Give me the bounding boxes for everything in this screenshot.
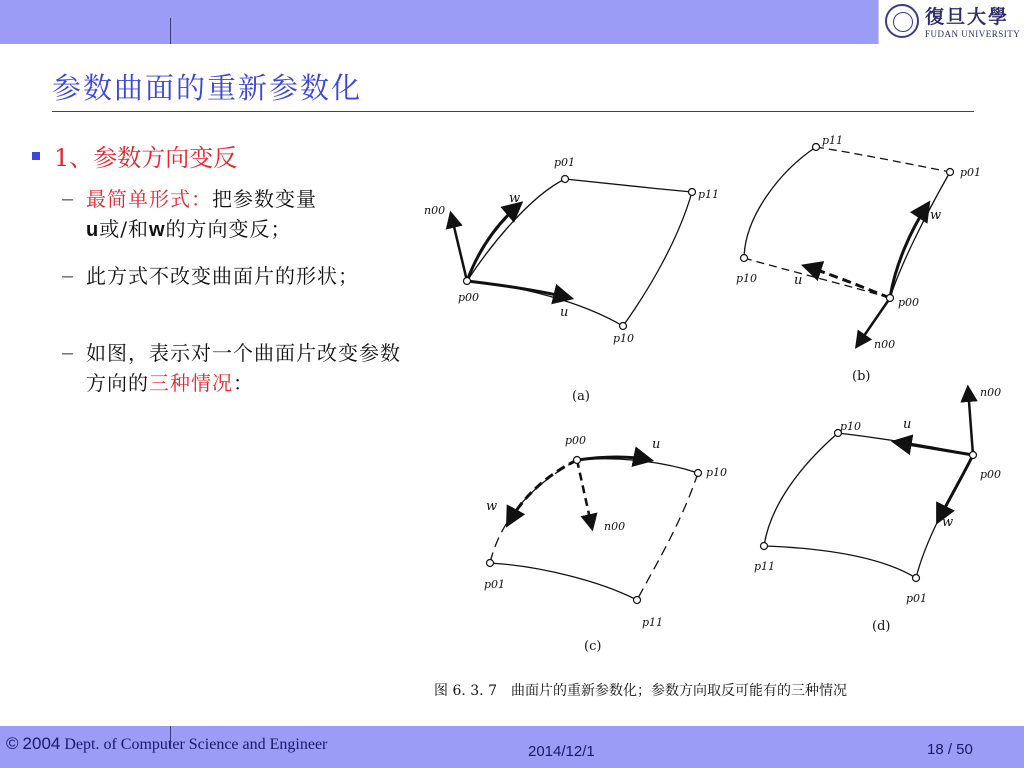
panel-d — [754, 386, 1001, 634]
dash-icon: – — [62, 265, 75, 287]
page-number: 18 / 50 — [927, 741, 973, 758]
sub-bullet-3-text: 如图，表示对一个曲面片改变参数方向的 — [86, 341, 401, 395]
panel-a-label-n00: n00 — [424, 204, 446, 217]
header-divider — [170, 18, 171, 44]
panel-a-edge-u — [467, 281, 623, 326]
panel-a-p00-point — [464, 278, 471, 285]
panel-b-edge-top — [816, 147, 950, 172]
sub-bullet-1-tail: 的方向变反； — [165, 217, 292, 241]
panel-a-edge-top — [565, 179, 692, 192]
panel-a-edge-right — [623, 192, 692, 326]
panel-a-normal-arrow — [451, 214, 467, 281]
panel-b-edge-u — [744, 258, 890, 298]
panel-a-label-w: w — [509, 191, 521, 206]
panel-a-p11-point — [689, 189, 696, 196]
panel-a-label-p11: p11 — [698, 188, 720, 201]
panel-d-edge-bottom — [764, 546, 916, 578]
slide-date: 2014/12/1 — [528, 743, 595, 760]
panel-b-p11-point — [813, 144, 820, 151]
dash-icon: – — [62, 188, 75, 210]
dash-icon: – — [62, 342, 75, 364]
university-seal-icon — [885, 4, 919, 38]
panel-b-label-p10: p10 — [736, 272, 758, 285]
panel-c-edge-right — [637, 473, 698, 600]
sub-bullet-1 — [62, 184, 412, 245]
panel-d-p00-point — [970, 452, 977, 459]
panel-b-label-n00: n00 — [874, 338, 896, 351]
header-bar — [0, 0, 1024, 44]
figure-caption: 图 6. 3. 7 曲面片的重新参数化；参数方向取反可能有的三种情况 — [434, 683, 847, 699]
sub-bullet-3-highlight: 三种情况 — [149, 371, 233, 395]
panel-b-p01-point — [947, 169, 954, 176]
sub-bullet-1-join: 或/和 — [99, 217, 149, 241]
panel-d-label-n00: n00 — [980, 386, 1002, 399]
panel-b-u-arrow — [805, 266, 890, 298]
footer-bar — [0, 726, 1024, 768]
title-divider — [52, 111, 974, 112]
panel-c-p00-point — [574, 457, 581, 464]
copyright — [6, 734, 327, 754]
panel-c-p01-point — [487, 560, 494, 567]
panel-b-edge-left — [744, 147, 816, 258]
panel-b-label-p01: p01 — [960, 166, 982, 179]
panel-c-label-p01: p01 — [484, 578, 506, 591]
panel-c-label-w: w — [486, 499, 498, 514]
panel-b-caption: (b) — [852, 369, 871, 384]
main-bullet-text: 1、参数方向变反 — [54, 144, 238, 172]
panel-b — [736, 134, 981, 384]
panel-c-edge-w — [490, 460, 577, 563]
var-u: u — [86, 219, 100, 241]
panel-b-label-p11: p11 — [822, 134, 844, 147]
reparameterization-figure — [420, 126, 1020, 711]
panel-d-label-p11: p11 — [754, 560, 776, 573]
panel-b-p10-point — [741, 255, 748, 262]
panel-c-p10-point — [695, 470, 702, 477]
panel-d-u-arrow — [895, 442, 973, 455]
slide-title: 参数曲面的重新参数化 — [52, 71, 363, 105]
sub-bullet-2 — [62, 261, 402, 291]
copyright-year: 2004 — [22, 734, 61, 753]
panel-c-w-arrow — [508, 460, 577, 524]
sub-bullet-1-text: 把参数变量 — [212, 187, 317, 211]
panel-c — [484, 434, 727, 654]
panel-d-label-p01: p01 — [906, 592, 928, 605]
logo-chinese-name: 復旦大學 — [925, 6, 1010, 28]
panel-d-w-arrow — [938, 455, 973, 521]
panel-c-caption: (c) — [584, 639, 602, 654]
bullet-square-icon — [32, 152, 40, 160]
copyright-text: Dept. of Computer Science and Engineer — [64, 736, 328, 753]
panel-b-edge-w — [890, 172, 950, 298]
sub-bullet-3-tail: ： — [233, 371, 254, 395]
main-bullet — [32, 138, 237, 173]
panel-d-label-p10: p10 — [840, 420, 862, 433]
panel-b-p00-point — [887, 295, 894, 302]
panel-a-p01-point — [562, 176, 569, 183]
panel-d-label-u: u — [903, 417, 912, 432]
panel-a-u-arrow — [467, 281, 570, 298]
panel-d-label-p00: p00 — [980, 468, 1002, 481]
panel-d-p01-point — [913, 575, 920, 582]
sub-bullet-1-highlight: 最简单形式： — [86, 187, 212, 211]
university-logo — [878, 0, 1024, 44]
sub-bullet-3 — [62, 338, 402, 398]
panel-a-label-p00: p00 — [458, 291, 480, 304]
panel-b-label-u: u — [794, 273, 803, 288]
var-w: w — [148, 219, 166, 241]
panel-c-label-u: u — [652, 437, 661, 452]
panel-c-edge-bottom — [490, 563, 637, 600]
panel-c-label-p10: p10 — [706, 466, 728, 479]
panel-c-label-p00: p00 — [565, 434, 587, 447]
panel-c-label-p11: p11 — [642, 616, 664, 629]
panel-c-normal-arrow — [577, 460, 592, 528]
logo-english-name: FUDAN UNIVERSITY — [925, 29, 1021, 39]
panel-a — [424, 156, 719, 404]
panel-b-label-w: w — [930, 208, 942, 223]
panel-d-normal-arrow — [968, 388, 973, 455]
panel-a-label-u: u — [560, 305, 569, 320]
panel-c-p11-point — [634, 597, 641, 604]
sub-bullet-2-text: 此方式不改变曲面片的形状； — [86, 264, 359, 288]
panel-b-label-p00: p00 — [898, 296, 920, 309]
panel-c-edge-u — [577, 459, 698, 473]
panel-a-label-p10: p10 — [613, 332, 635, 345]
panel-a-label-p01: p01 — [554, 156, 576, 169]
panel-a-p10-point — [620, 323, 627, 330]
panel-d-edge-left — [764, 433, 838, 546]
panel-a-caption: (a) — [572, 389, 590, 404]
copyright-icon: © — [6, 734, 19, 753]
panel-d-label-w: w — [942, 515, 954, 530]
panel-d-p11-point — [761, 543, 768, 550]
panel-d-caption: (d) — [872, 619, 891, 634]
panel-c-label-n00: n00 — [604, 520, 626, 533]
